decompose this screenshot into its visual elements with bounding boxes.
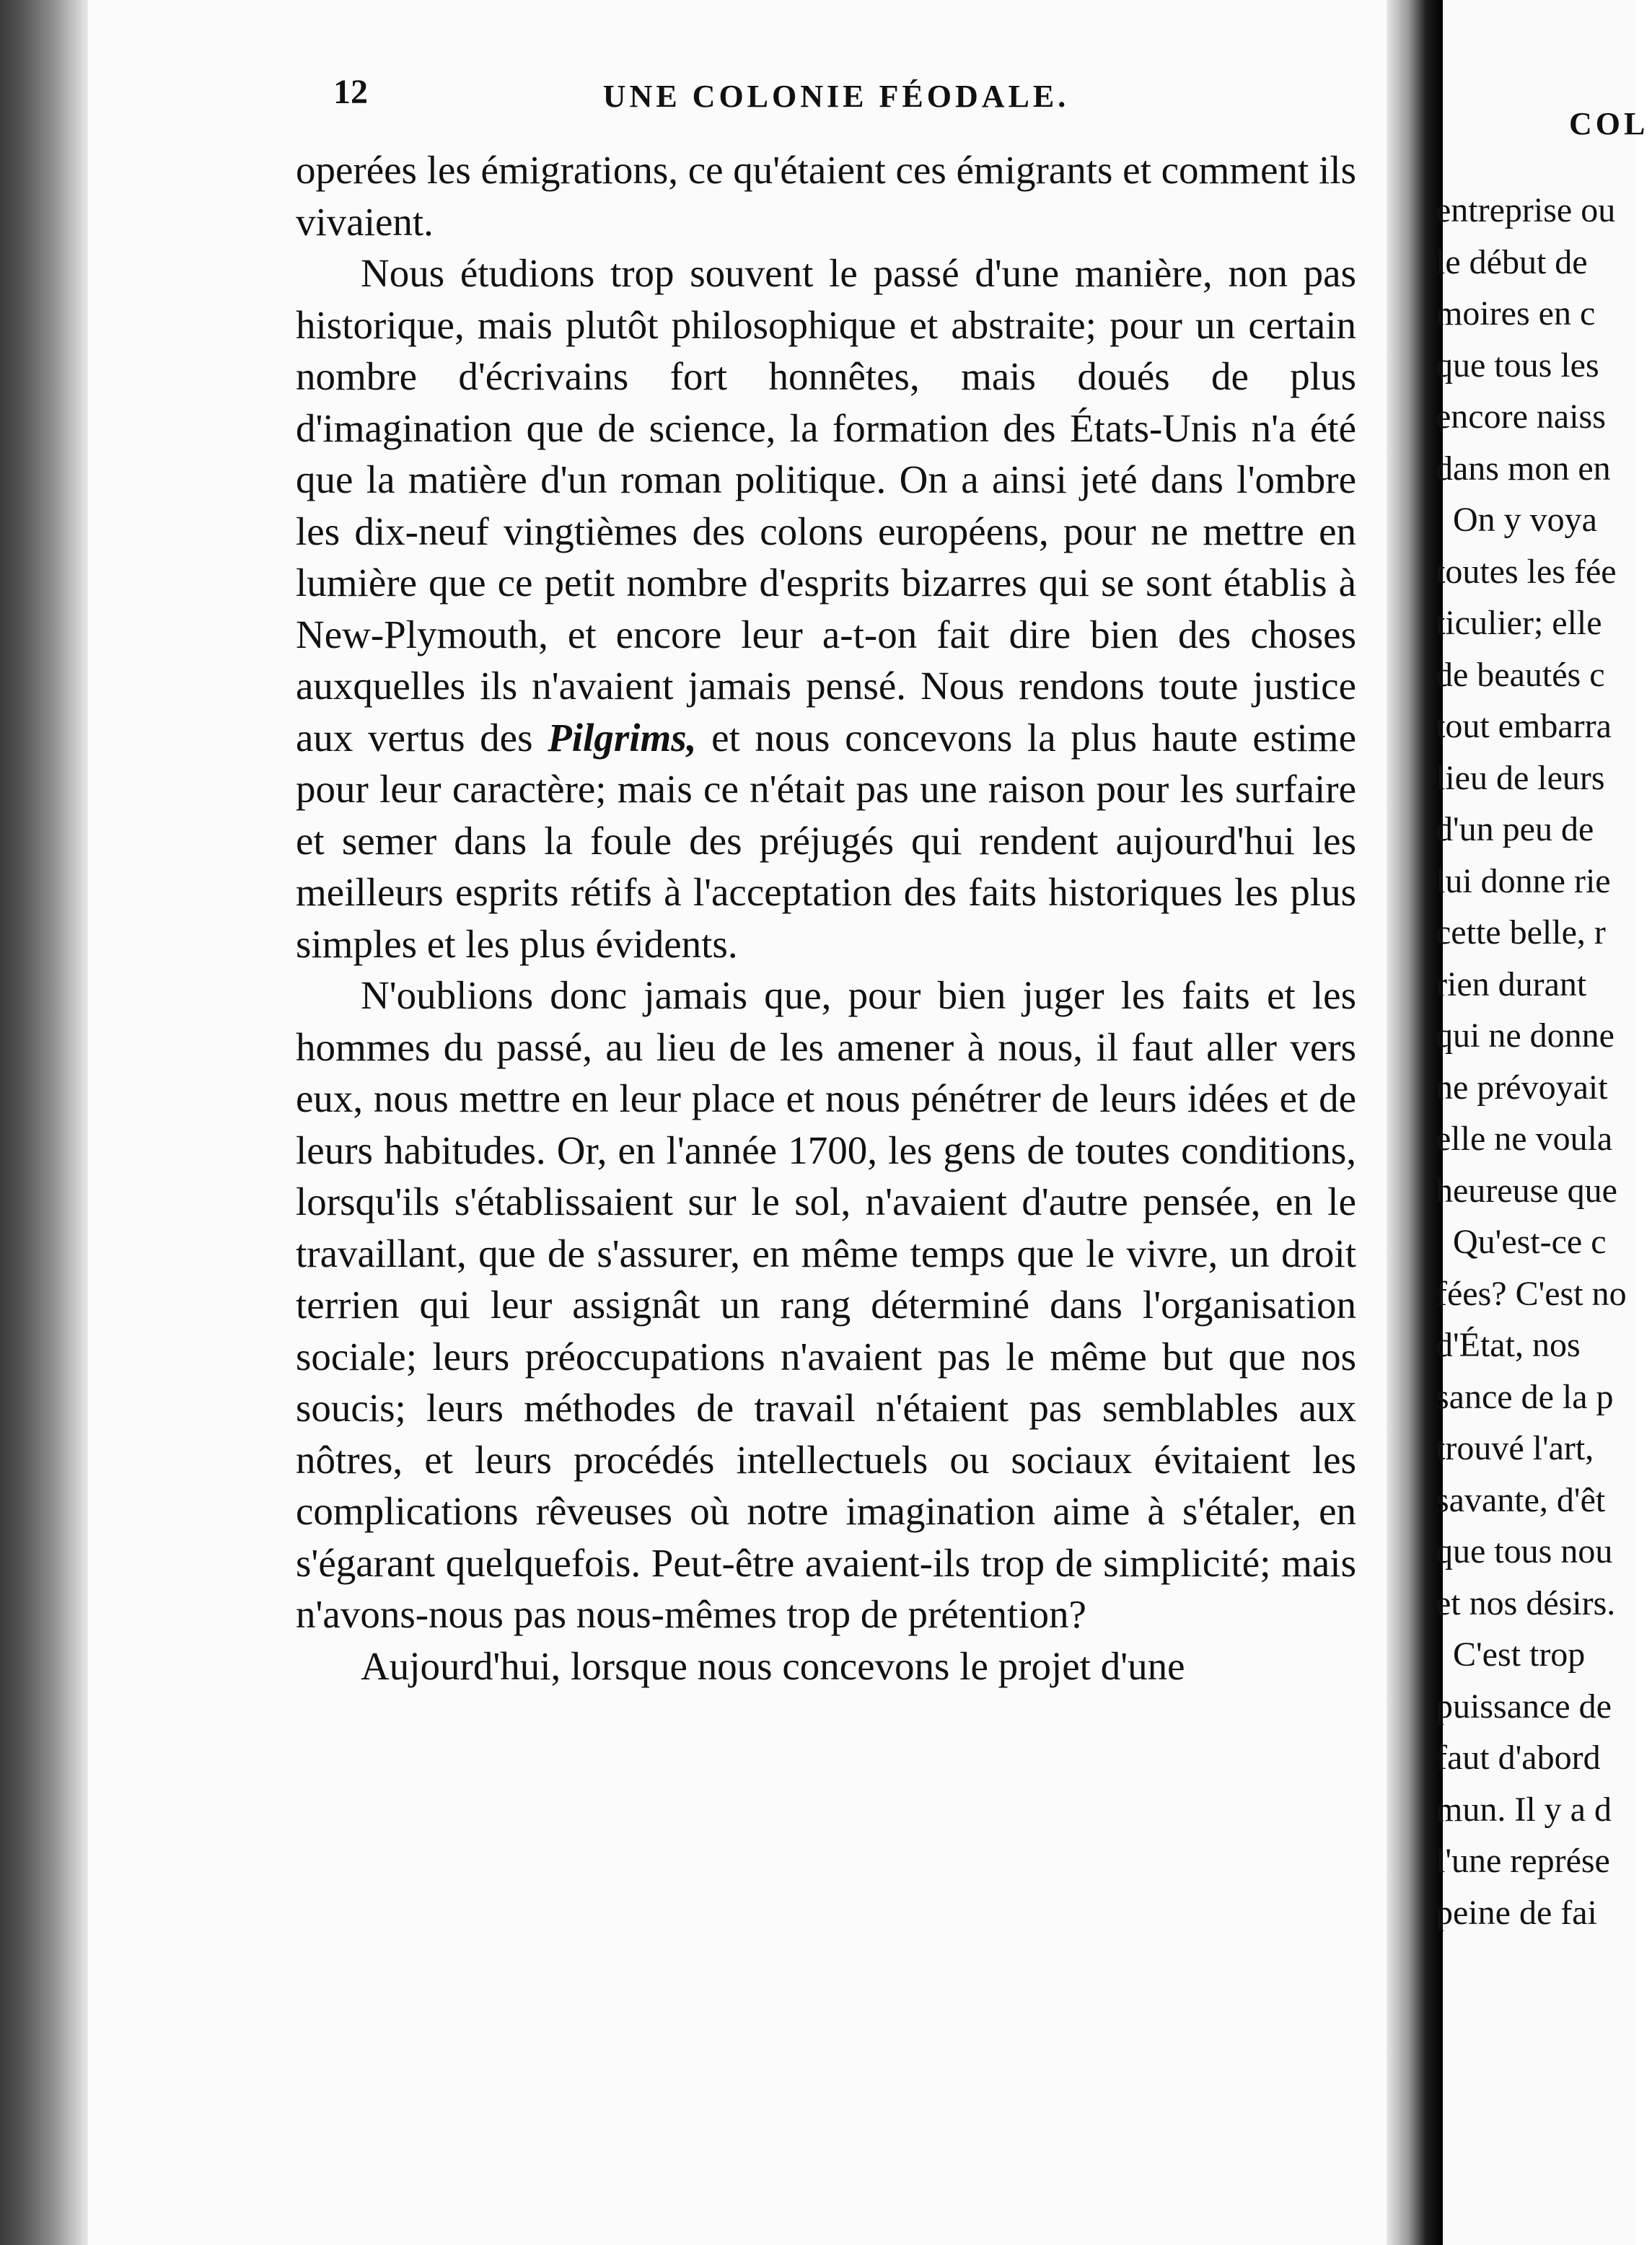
- page-number: 12: [333, 73, 368, 111]
- right-page-line: fées? C'est no: [1436, 1274, 1627, 1313]
- right-page-line: le début de: [1436, 242, 1588, 281]
- right-page-line: sance de la p: [1436, 1377, 1614, 1416]
- right-page-line: savante, d'êt: [1436, 1480, 1606, 1519]
- right-page-line: dans mon en: [1436, 449, 1611, 488]
- right-page-line: que tous nou: [1436, 1532, 1613, 1570]
- right-page-line: elle ne voula: [1436, 1120, 1613, 1158]
- right-page-line: toutes les fée: [1436, 552, 1617, 591]
- book-gutter: [1387, 0, 1443, 2245]
- right-page-line: lieu de leurs: [1436, 758, 1605, 797]
- right-page-line: On y voya: [1436, 501, 1597, 539]
- right-page-line: ne prévoyait: [1436, 1068, 1608, 1107]
- right-page-line: qui ne donne: [1436, 1016, 1614, 1055]
- right-page-line: tout embarra: [1436, 707, 1612, 745]
- paragraph: operées les émigrations, ce qu'étaient ces émigrants et comment ils vivaient.: [296, 148, 1356, 244]
- right-page-line: que tous les: [1436, 346, 1599, 385]
- paragraph: [296, 247, 1356, 970]
- running-head: UNE COLONIE FÉODALE.: [602, 79, 1070, 114]
- right-page-line: ticulier; elle: [1436, 604, 1602, 642]
- right-page-line: de beautés c: [1436, 655, 1605, 694]
- right-page-line: cette belle, r: [1436, 913, 1606, 952]
- right-page-line: rien durant: [1436, 965, 1587, 1003]
- right-page-line: mun. Il y a d: [1436, 1790, 1612, 1829]
- paragraph: N'oublions donc jamais que, pour bien juger les faits et les hommes du passé, au lieu de les amener à nous, il faut aller vers eux, nous mettre en leur place et nous pénétrer de leurs idées et de leurs habitudes. Or, en l'année 1700, les gens de toutes conditions, lorsqu'ils s'établissaient sur le sol, n'avaient d'autre pensée, en le travaillant, que de s'assurer, en même temps que le vivre, un droit terrien qui leur assignât un rang déterminé dans l'organisation sociale; leurs préoccupations n'avaient pas le même but que nos soucis; leurs méthodes de travail n'étaient pas semblables aux nôtres, et leurs procédés intellectuels ou sociaux évitaient les complications rêveuses où notre imagination aime à s'étaler, en s'égarant quelquefois. Peut-être avaient-ils trop de simplicité; mais n'avons-nous pas nous-mêmes trop de prétention?: [296, 973, 1356, 1636]
- right-page-text: [1436, 185, 1652, 1938]
- right-page-line: encore naiss: [1436, 397, 1606, 436]
- scan-left-margin: [0, 0, 88, 2245]
- right-page-line: et nos désirs.: [1436, 1583, 1616, 1622]
- right-running-head: COL: [1569, 106, 1649, 141]
- paragraph: Aujourd'hui, lorsque nous concevons le projet d'une: [361, 1643, 1185, 1688]
- right-page-line: l'une représe: [1436, 1842, 1610, 1880]
- right-page-line: d'un peu de: [1436, 810, 1594, 848]
- right-page-line: heureuse que: [1436, 1171, 1617, 1210]
- italic-term: Pilgrims,: [548, 715, 697, 760]
- right-page-line: moires en c: [1436, 294, 1596, 333]
- right-page-line: faut d'abord: [1436, 1739, 1601, 1777]
- right-page-line: C'est trop: [1436, 1635, 1586, 1674]
- text-run: Nous étudions trop souvent le passé d'une manière, non pas historique, mais plutôt philosophique et abstraite; pour un certain nombre d'écrivains fort honnêtes, mais doués de plus d'imagination que de science, la formation des États-Unis n'a été que la matière d'un roman politique. On a ainsi jeté dans l'ombre les dix-neuf vingtièmes des colons européens, pour ne mettre en lumière que ce petit nombre d'esprits bizarres qui se sont établis à New-Plymouth, et encore leur a-t-on fait dire bien des choses auxquelles ils n'avaient jamais pensé. Nous rendons toute justice aux vertus des: [296, 251, 1356, 760]
- text-run: et nous concevons la plus haute estime pour leur caractère; mais ce n'était pas une raison pour les surfaire et semer dans la foule des préjugés qui rendent aujourd'hui les meilleurs esprits rétifs à l'acceptation des faits historiques les plus simples et les plus évidents.: [296, 715, 1357, 966]
- right-page-line: lui donne rie: [1436, 861, 1611, 900]
- right-page-line: trouvé l'art,: [1436, 1429, 1594, 1467]
- right-page-line: d'État, nos: [1436, 1326, 1581, 1364]
- right-page-line: puissance de: [1436, 1687, 1612, 1726]
- right-page-line: Qu'est-ce c: [1436, 1223, 1607, 1261]
- right-page-line: peine de fai: [1436, 1893, 1597, 1932]
- right-page-line: entreprise ou: [1436, 191, 1616, 229]
- body-text: [296, 144, 1356, 1692]
